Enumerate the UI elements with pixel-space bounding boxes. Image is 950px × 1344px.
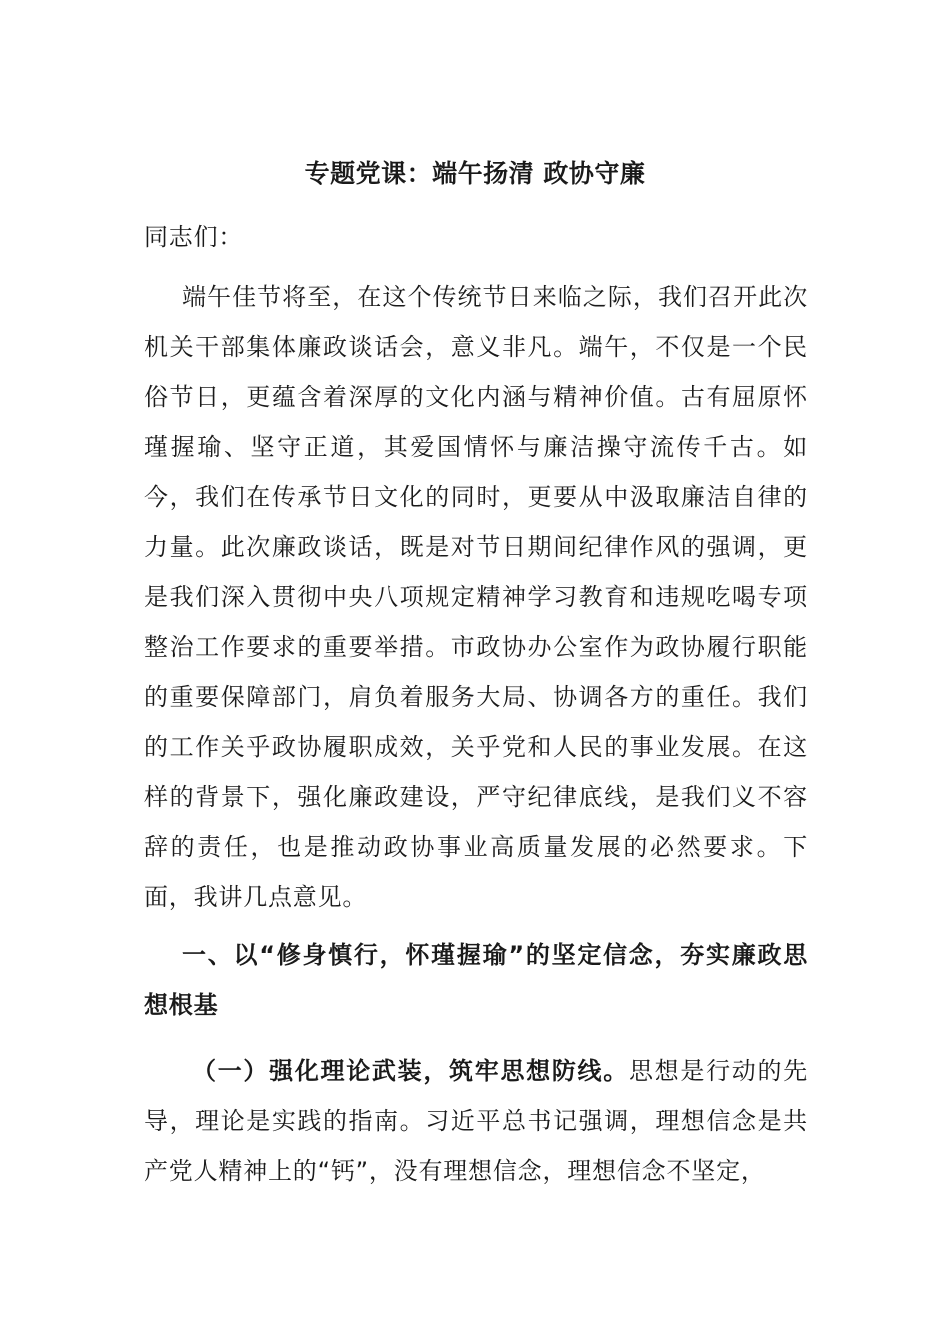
section-heading: 一、以“修身慎行，怀瑾握瑜”的坚定信念，夯实廉政思想根基 bbox=[144, 941, 808, 1019]
subsection-heading: （一）强化理论武装，筑牢思想防线。 bbox=[192, 1057, 629, 1085]
subsection-text: 思想是行动的先导，理论是实践的指南。习近平总书记强调，理想信念是共产党人精神上的“钙”，没有理想信念，理想信念不坚定， bbox=[144, 1057, 808, 1185]
document-title: 专题党课：端午扬清 政协守廉 bbox=[304, 159, 646, 188]
body-paragraph: 端午佳节将至，在这个传统节日来临之际，我们召开此次机关干部集体廉政谈话会，意义非凡。端午，不仅是一个民俗节日，更蕴含着深厚的文化内涵与精神价值。古有屈原怀瑾握瑜、坚守正道，其爱国情怀与廉洁操守流传千古。如今，我们在传承节日文化的同时，更要从中汲取廉洁自律的力量。此次廉政谈话，既是对节日期间纪律作风的强调，更是我们深入贯彻中央八项规定精神学习教育和违规吃喝专项整治工作要求的重要举措。市政协办公室作为政协履行职能的重要保障部门，肩负着服务大局、协调各方的重任。我们的工作关乎政协履职成效，关乎党和人民的事业发展。在这样的背景下，强化廉政建设，严守纪律底线，是我们义不容辞的责任，也是推动政协事业高质量发展的必然要求。下面，我讲几点意见。 bbox=[144, 283, 808, 911]
body-paragraph-subsection bbox=[144, 1046, 808, 1196]
salutation: 同志们： bbox=[144, 223, 244, 251]
